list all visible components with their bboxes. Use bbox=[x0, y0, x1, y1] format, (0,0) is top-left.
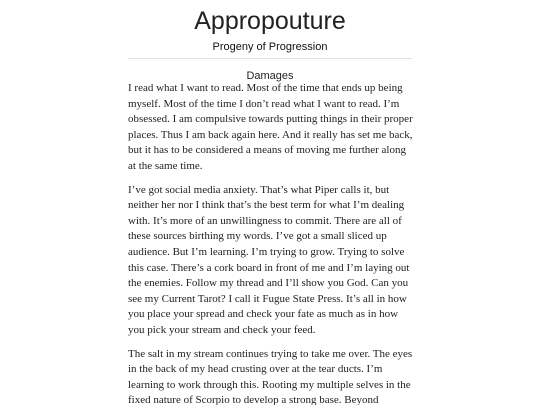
site-subtitle: Progeny of Progression bbox=[212, 41, 328, 53]
post-paragraph: The salt in my stream continues trying to take me over. The eyes in the back of my head crusting over at the tear ducts. I’m learning to work through this. Rooting my multiple selves in the fixed nature of Scorpio to develop a strong base. Beyond bbox=[128, 347, 413, 405]
post-paragraph: I read what I want to read. Most of the time that ends up being myself. Most of the time I don’t read what I want to read. I’m obsessed. I am compulsive towards putting things in their proper places. Thus I am back again here. And it really has set me back, but it has to be considered a means of moving me further along at the same time. bbox=[128, 82, 413, 172]
site-header bbox=[128, 0, 412, 54]
post-body bbox=[128, 81, 413, 405]
header-divider bbox=[128, 58, 412, 59]
post-paragraph: I’ve got social media anxiety. That’s what Piper calls it, but neither her nor I think that’s the best term for what I’m dealing with. It’s more of an unwillingness to commit. There are all of these sources birthing my words. I’ve got a small sliced up audience. But I’m learning. I’m trying to grow. Trying to solve this case. There’s a cork board in front of me and I’m laying out the enemies. Follow my thread and I’ll show you God. Can you see my Current Tarot? I call it Fugue State Press. It’s all in how you place your spread and check your fate as much as in how you pick your stream and check your feed. bbox=[128, 183, 410, 336]
site-title[interactable]: Appropouture bbox=[194, 7, 346, 35]
post-title[interactable]: Damages bbox=[246, 70, 294, 82]
